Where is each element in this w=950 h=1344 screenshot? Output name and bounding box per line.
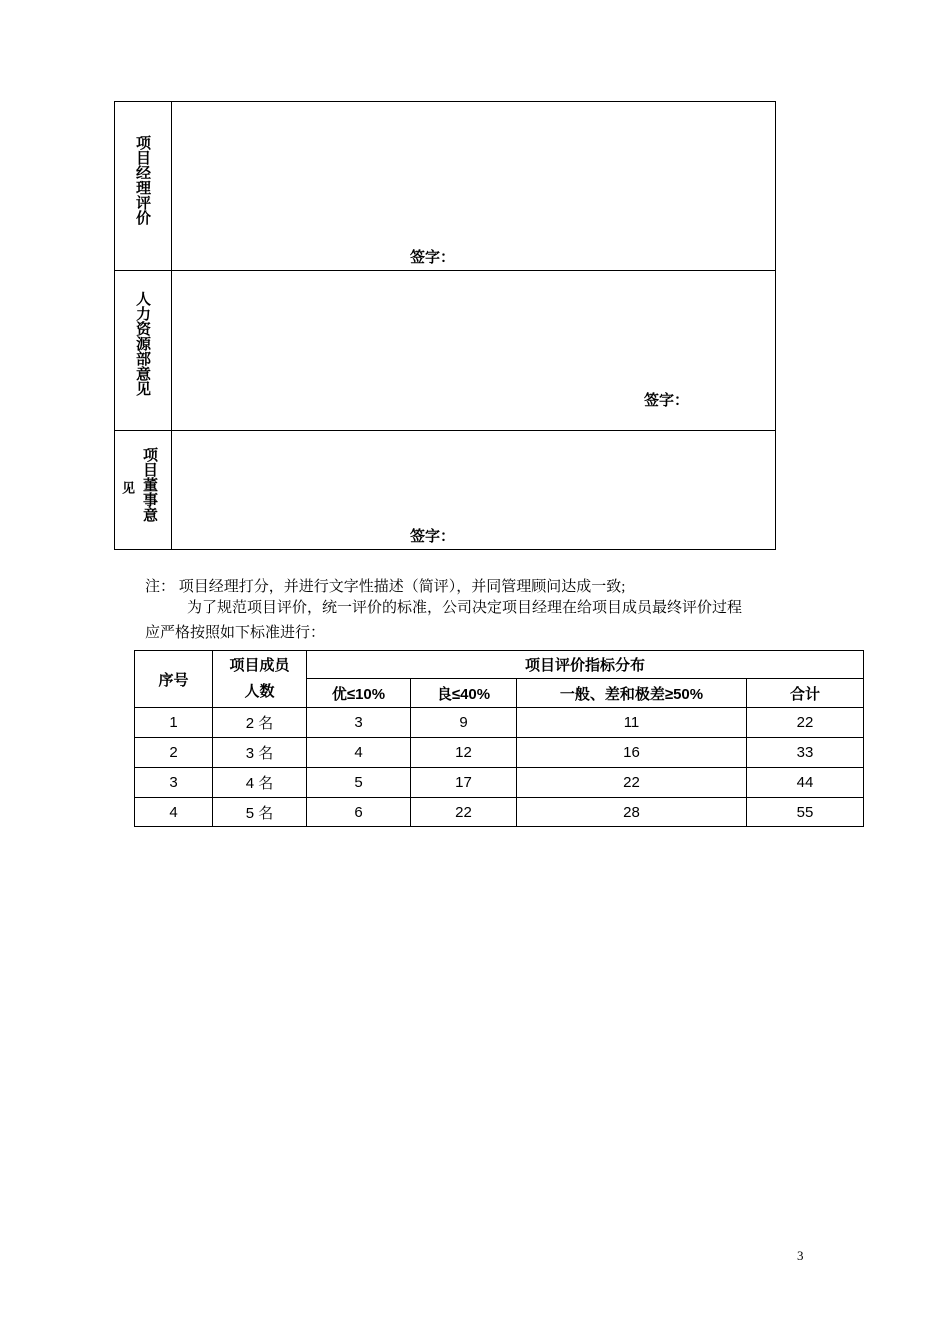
cell-good: 22 xyxy=(411,798,517,827)
subheader-other: 一般、差和极差≥50% xyxy=(517,679,747,708)
table-row xyxy=(135,798,864,827)
pm-evaluation-content-cell[interactable] xyxy=(171,101,776,271)
subheader-excellent: 优≤10% xyxy=(307,679,411,708)
header-distribution: 项目评价指标分布 xyxy=(307,651,864,679)
cell-members: 3 名 xyxy=(213,738,307,768)
cell-total: 22 xyxy=(747,708,864,738)
header-seq: 序号 xyxy=(135,651,213,708)
evaluation-standards-table xyxy=(134,650,864,827)
subheader-total: 合计 xyxy=(747,679,864,708)
cell-excellent: 3 xyxy=(307,708,411,738)
director-signature-label: 签字： xyxy=(410,528,456,545)
note-line-1: 注： 项目经理打分，并进行文字性描述（简评），并同管理顾问达成一致; xyxy=(145,579,626,595)
cell-excellent: 4 xyxy=(307,738,411,768)
cell-seq: 1 xyxy=(135,708,213,738)
pm-signature-label: 签字： xyxy=(410,249,456,266)
cell-excellent: 6 xyxy=(307,798,411,827)
hr-signature-label: 签字： xyxy=(644,392,690,409)
cell-other: 11 xyxy=(517,708,747,738)
header-members-line1: 项目成员 xyxy=(229,657,290,674)
cell-seq: 2 xyxy=(135,738,213,768)
header-members-line2: 人数 xyxy=(244,683,275,700)
cell-total: 44 xyxy=(747,768,864,798)
cell-members: 4 名 xyxy=(213,768,307,798)
table-row xyxy=(135,708,864,738)
cell-seq: 4 xyxy=(135,798,213,827)
header-members xyxy=(213,651,307,708)
hr-opinion-label: 人力资源部意见 xyxy=(134,291,151,396)
cell-other: 22 xyxy=(517,768,747,798)
subheader-good: 良≤40% xyxy=(411,679,517,708)
table-row xyxy=(135,768,864,798)
cell-other: 28 xyxy=(517,798,747,827)
cell-excellent: 5 xyxy=(307,768,411,798)
cell-seq: 3 xyxy=(135,768,213,798)
director-opinion-label-tail: 见 xyxy=(120,481,135,494)
table-header-row xyxy=(135,651,864,679)
cell-good: 12 xyxy=(411,738,517,768)
cell-members: 2 名 xyxy=(213,708,307,738)
evaluation-form xyxy=(114,101,776,550)
note-line-3: 应严格按照如下标准进行： xyxy=(145,625,326,641)
cell-members: 5 名 xyxy=(213,798,307,827)
director-opinion-label: 项目董事意 xyxy=(141,447,158,522)
cell-total: 55 xyxy=(747,798,864,827)
cell-total: 33 xyxy=(747,738,864,768)
director-opinion-content-cell[interactable] xyxy=(171,430,776,550)
cell-other: 16 xyxy=(517,738,747,768)
table-row xyxy=(135,738,864,768)
cell-good: 17 xyxy=(411,768,517,798)
cell-good: 9 xyxy=(411,708,517,738)
page-number: 3 xyxy=(797,1248,804,1263)
pm-evaluation-label: 项目经理评价 xyxy=(134,135,151,225)
note-line-2: 为了规范项目评价，统一评价的标准，公司决定项目经理在给项目成员最终评价过程 xyxy=(187,600,743,616)
